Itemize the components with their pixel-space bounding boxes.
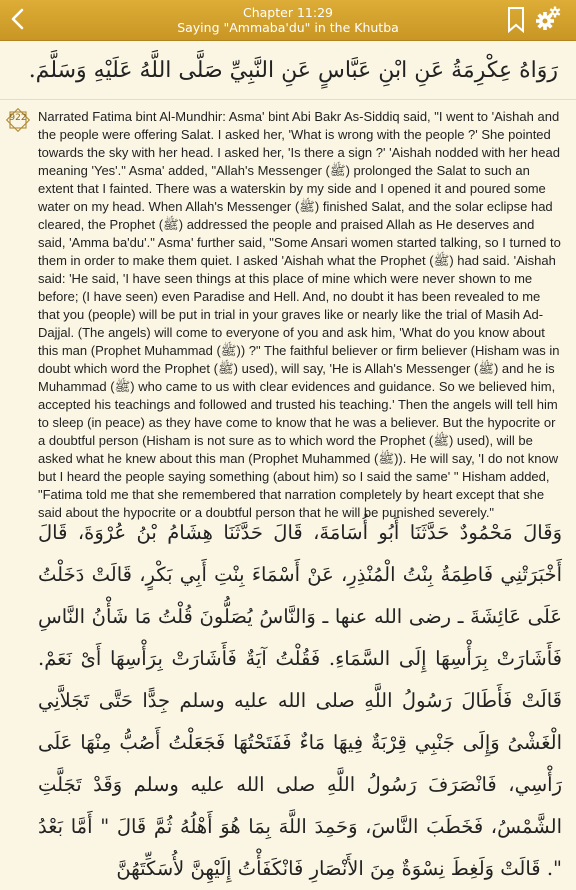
previous-hadith-arabic: رَوَاهُ عِكْرِمَةُ عَنِ ابْنِ عَبَّاسٍ عَنِ النَّبِيِّ صَلَّى اللَّهُ عَلَيْهِ وَسَلَّمَ. — [28, 58, 558, 83]
chapter-title — [90, 5, 486, 35]
hadith-number-badge — [6, 108, 30, 132]
chapter-subtitle: Saying "Ammaba'du" in the Khutba — [177, 20, 399, 35]
gear-icon[interactable] — [534, 6, 562, 34]
hadith-arabic-text: وَقَالَ مَحْمُودٌ حَدَّثَنَا أَبُو أُسَامَةَ، قَالَ حَدَّثَنَا هِشَامُ بْنُ عُرْوَةَ، قَالَ أَخْبَرَتْنِي فَاطِمَةُ بِنْتُ الْمُنْذِرِ، عَنْ أَسْمَاءَ بِنْتِ أَبِي بَكْرٍ، قَالَتْ دَخَلْتُ عَلَى عَائِشَةَ ـ رضى الله عنها ـ وَالنَّاسُ يُصَلُّونَ قُلْتُ مَا شَأْنُ النَّاسِ فَأَشَارَتْ بِرَأْسِهَا إِلَى السَّمَاءِ‏.‏ فَقُلْتُ آيَةٌ فَأَشَارَتْ بِرَأْسِهَا أَىْ نَعَمْ‏.‏ قَالَتْ فَأَطَالَ رَسُولُ اللَّهِ صلى الله عليه وسلم جِدًّا حَتَّى تَجَلاَّنِي الْغَشْىُ وَإِلَى جَنْبِي قِرْبَةٌ فِيهَا مَاءٌ فَفَتَحْتُهَا فَجَعَلْتُ أَصُبُّ مِنْهَا عَلَى رَأْسِي، فَانْصَرَفَ رَسُولُ اللَّهِ صلى الله عليه وسلم وَقَدْ تَجَلَّتِ الشَّمْسُ، فَخَطَبَ النَّاسَ، وَحَمِدَ اللَّهَ بِمَا هُوَ أَهْلُهُ ثُمَّ قَالَ ‏"‏ أَمَّا بَعْدُ ‏"‏‏.‏ قَالَتْ وَلَغِطَ نِسْوَةٌ مِنَ الأَنْصَارِ فَانْكَفَأْتُ إِلَيْهِنَّ لأُسَكِّتَهُنَّ — [38, 521, 562, 880]
chapter-number: Chapter 11:29 — [243, 5, 333, 20]
chevron-left-icon[interactable] — [8, 5, 28, 33]
bookmark-icon[interactable] — [507, 6, 525, 33]
hadith-divider — [0, 99, 576, 100]
navigation-bar — [0, 0, 576, 41]
hadith-number: 922 — [9, 113, 27, 123]
hadith-english-text: Narrated Fatima bint Al-Mundhir: Asma' bint Abi Bakr As-Siddiq said, "I went to 'Aishah and the people were offering Salat. I asked her, 'What is wrong with the people ?' She pointed towards the sky with her head. I asked her, 'Is there a sign ?' 'Aishah nodded with her head meaning 'Yes'." Asma' added, "Allah's Messenger (ﷺ) prolonged the Salat to such an extent that I fainted. There was a waterskin by my side and I opened it and poured some water on my head. When Allah's Messenger (ﷺ) finished Salat, and the solar eclipse had cleared, the Prophet (ﷺ) addressed the people and praised Allah as He deserves and said, 'Amma ba'du'." Asma' further said, "Some Ansari women started talking, so I turned to them in order to make them quiet. I asked 'Aishah what the Prophet (ﷺ) had said. 'Aishah said: 'He said, 'I have seen things at this place of mine which were never shown to me before; (I have seen) even Paradise and Hell. And, no doubt it has been revealed to me that you (people) will be put in trial in your graves like or nearly like the trial of Masih Ad-Dajjal. (The angels) will come to everyone of you and ask him, 'What do you know about this man (Prophet Muhammad (ﷺ)) ?" The faithful believer or firm believer (Hisham was in doubt which word the Prophet (ﷺ) used), will say, 'He is Allah's Messenger (ﷺ) and he is Muhammad (ﷺ) who came to us with clear evidences and guidance. So we believed him, accepted his teachings and followed and trusted his teaching.' Then the angels will tell him to sleep (in peace) as they have come to know that he was a believer. But the hypocrite or a doubtful person (Hisham is not sure as to which word the Prophet (ﷺ) used), will be asked what he knew about this man (Prophet Muhammed (ﷺ)). He will say, 'I do not know but I heard the people saying something (about him) so I said the same' " Hisham added, "Fatima told me that she remembered that narration completely by heart except that she said about the hypocrite or a doubtful person that he will be punished severely." — [38, 109, 561, 520]
